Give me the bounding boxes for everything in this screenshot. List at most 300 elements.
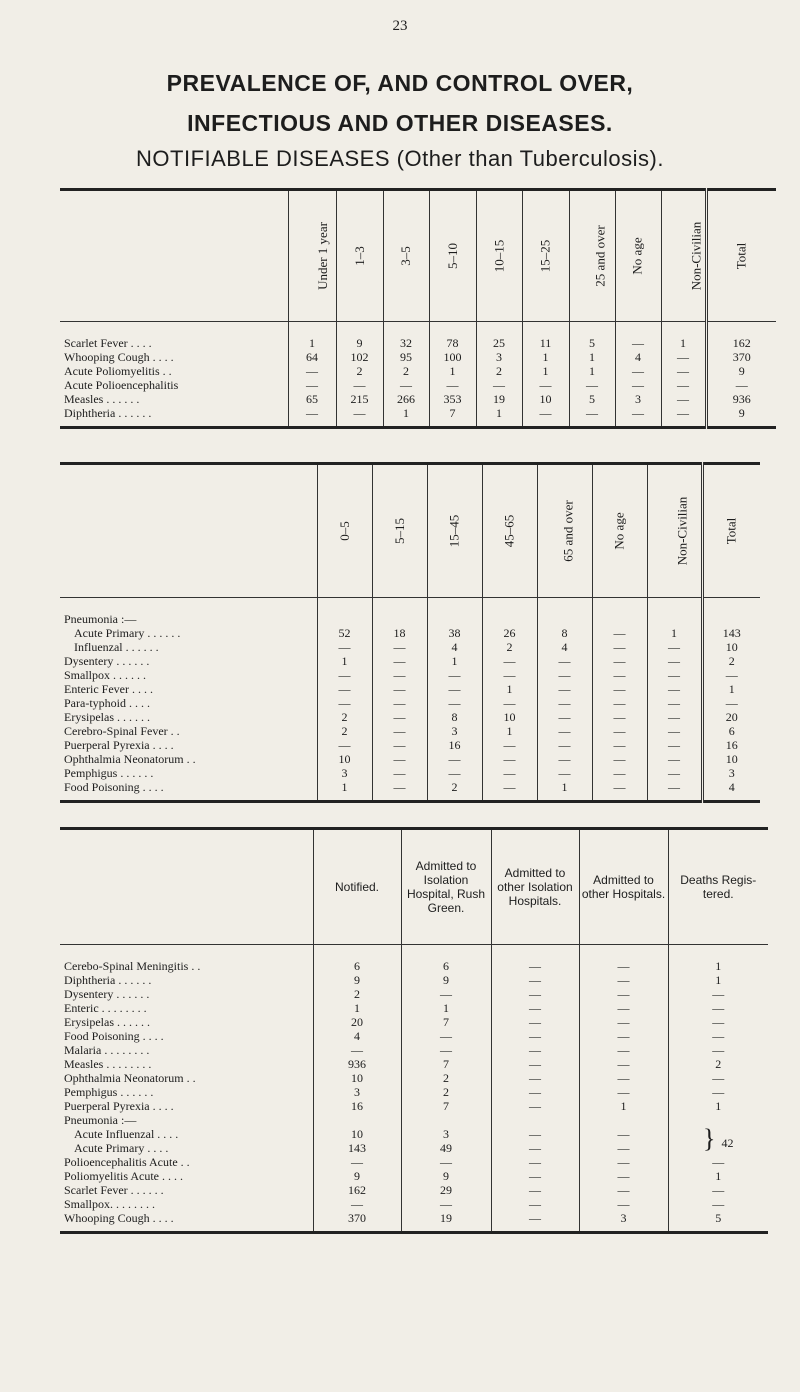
spacer-cell bbox=[313, 945, 401, 960]
table-cell: 6 bbox=[702, 724, 760, 738]
spacer-cell bbox=[60, 598, 317, 613]
table-row bbox=[60, 336, 776, 350]
table-cell: — bbox=[579, 1141, 668, 1155]
table-cell: 1 bbox=[482, 682, 537, 696]
spacer-cell bbox=[476, 420, 522, 428]
table-cell: 10 bbox=[313, 1071, 401, 1085]
table-cell: — bbox=[647, 668, 702, 682]
spacer-cell bbox=[288, 322, 336, 337]
table-cell: — bbox=[372, 766, 427, 780]
row-label: Influenzal . . . . . . bbox=[74, 640, 159, 654]
column-header-label: Total bbox=[733, 242, 749, 270]
row-label: Puerperal Pyrexia . . . . bbox=[64, 1099, 174, 1113]
row-label: Measles . . . . . . . . bbox=[64, 1057, 152, 1071]
table-cell: 1 bbox=[569, 364, 615, 378]
table-cell bbox=[592, 612, 647, 626]
column-header-label: 10–15 bbox=[491, 239, 506, 273]
spacer-cell bbox=[60, 420, 288, 428]
table-cell: 102 bbox=[336, 350, 383, 364]
column-header-label: Total bbox=[723, 517, 739, 545]
spacer-cell bbox=[579, 1225, 668, 1233]
table-cell: 11 bbox=[522, 336, 569, 350]
row-label: Food Poisoning . . . . bbox=[64, 780, 164, 794]
table-cell: — bbox=[336, 406, 383, 420]
table-cell: 5 bbox=[668, 1211, 768, 1225]
column-header bbox=[647, 464, 702, 598]
column-header bbox=[537, 464, 592, 598]
spacer-cell bbox=[427, 598, 482, 613]
table-cell: 2 bbox=[668, 1057, 768, 1071]
table-cell: 1 bbox=[401, 1001, 491, 1015]
spacer-cell bbox=[615, 322, 661, 337]
table-row bbox=[60, 364, 776, 378]
table-cell: — bbox=[313, 1043, 401, 1057]
table-cell: 10 bbox=[522, 392, 569, 406]
column-header bbox=[522, 190, 569, 322]
spacer-cell bbox=[668, 945, 768, 960]
column-header bbox=[476, 190, 522, 322]
table-cell: 5 bbox=[569, 392, 615, 406]
table-cell: — bbox=[668, 1001, 768, 1015]
spacer-cell bbox=[702, 794, 760, 802]
row-label: Enteric . . . . . . . . bbox=[64, 1001, 147, 1015]
column-header-label: 5–10 bbox=[444, 243, 460, 269]
row-label: Para-typhoid . . . . bbox=[64, 696, 150, 710]
table-cell: — bbox=[579, 959, 668, 973]
row-label: Pemphigus . . . . . . bbox=[64, 766, 154, 780]
spacer-cell bbox=[336, 322, 383, 337]
spacer-cell bbox=[60, 945, 313, 960]
table-cell: 1 bbox=[537, 780, 592, 794]
table-row bbox=[60, 1155, 768, 1169]
table-cell: 3 bbox=[401, 1127, 491, 1141]
spacer-cell bbox=[288, 420, 336, 428]
column-header-label: Notified. bbox=[334, 880, 380, 894]
table-cell: 32 bbox=[383, 336, 429, 350]
spacer-cell bbox=[60, 794, 317, 802]
table-cell: — bbox=[668, 1085, 768, 1099]
table-cell: — bbox=[491, 1001, 579, 1015]
table-cell: — bbox=[427, 752, 482, 766]
table-cell: — bbox=[579, 1001, 668, 1015]
table-cell: — bbox=[702, 668, 760, 682]
table-cell: 1 bbox=[668, 959, 768, 973]
table-cell: 1 bbox=[522, 350, 569, 364]
table-cell: 2 bbox=[482, 640, 537, 654]
column-header bbox=[317, 464, 372, 598]
column-header-label: 5–15 bbox=[391, 518, 407, 544]
table-cell: 18 bbox=[372, 626, 427, 640]
spacer-cell bbox=[60, 1225, 313, 1233]
table-cell: 95 bbox=[383, 350, 429, 364]
table-cell: — bbox=[372, 640, 427, 654]
table-cell: — bbox=[482, 752, 537, 766]
table-cell: 1 bbox=[579, 1099, 668, 1113]
table-row bbox=[60, 1197, 768, 1211]
row-label: Measles . . . . . . bbox=[64, 392, 140, 406]
spacer-cell bbox=[579, 945, 668, 960]
table-cell: — bbox=[661, 392, 706, 406]
table-row bbox=[60, 392, 776, 406]
table-cell: — bbox=[668, 1155, 768, 1169]
table-cell: — bbox=[661, 350, 706, 364]
table-row bbox=[60, 378, 776, 392]
row-label: Enteric Fever . . . . bbox=[64, 682, 153, 696]
table-cell: — bbox=[427, 766, 482, 780]
column-header bbox=[372, 464, 427, 598]
table-cell: 64 bbox=[288, 350, 336, 364]
table-cell: — bbox=[491, 1029, 579, 1043]
table-cell: 3 bbox=[313, 1085, 401, 1099]
table-row bbox=[60, 1071, 768, 1085]
table-cell: 16 bbox=[427, 738, 482, 752]
table-cell: 9 bbox=[401, 973, 491, 987]
table-cell: 1 bbox=[647, 626, 702, 640]
table-cell: 6 bbox=[401, 959, 491, 973]
table-cell: — bbox=[592, 738, 647, 752]
table-cell bbox=[537, 612, 592, 626]
table-cell: 5 bbox=[569, 336, 615, 350]
column-header bbox=[615, 190, 661, 322]
table-cell: — bbox=[288, 378, 336, 392]
row-label: Acute Polioencephalitis bbox=[64, 378, 179, 392]
table-cell: 936 bbox=[706, 392, 776, 406]
table-cell: — bbox=[537, 654, 592, 668]
table-cell: — bbox=[647, 640, 702, 654]
table-cell: — bbox=[579, 1127, 668, 1141]
row-label: Scarlet Fever . . . . bbox=[64, 336, 152, 350]
table-cell: 1 bbox=[383, 406, 429, 420]
spacer-cell bbox=[592, 598, 647, 613]
table-cell: — bbox=[317, 640, 372, 654]
row-label: Diphtheria . . . . . . bbox=[64, 406, 152, 420]
table-cell: 9 bbox=[706, 406, 776, 420]
table-cell: — bbox=[491, 1169, 579, 1183]
table-cell: 16 bbox=[702, 738, 760, 752]
table-cell: 2 bbox=[336, 364, 383, 378]
table-cell: — bbox=[615, 406, 661, 420]
column-header-label: Admitted to other Isolation Hospitals. bbox=[497, 866, 573, 908]
table-cell bbox=[317, 612, 372, 626]
pneumonia-deaths-cell bbox=[668, 1127, 768, 1155]
table-cell: — bbox=[288, 364, 336, 378]
table-cell: — bbox=[579, 1155, 668, 1169]
table-row bbox=[60, 1141, 768, 1155]
spacer-cell bbox=[615, 420, 661, 428]
column-header-label: Admitted to other Hospitals. bbox=[581, 873, 666, 901]
column-header-label: Non-Civilian bbox=[673, 496, 689, 566]
row-label: Puerperal Pyrexia . . . . bbox=[64, 738, 174, 752]
table-cell: — bbox=[482, 738, 537, 752]
table-cell: — bbox=[427, 668, 482, 682]
table-cell bbox=[372, 612, 427, 626]
row-label: Acute Influenzal . . . . bbox=[74, 1127, 179, 1141]
spacer-cell bbox=[401, 945, 491, 960]
column-header bbox=[429, 190, 476, 322]
table-cell: 7 bbox=[401, 1057, 491, 1071]
row-label: Poliomyelitis Acute . . . . bbox=[64, 1169, 183, 1183]
table-cell: — bbox=[522, 378, 569, 392]
table-row bbox=[60, 668, 760, 682]
table-cell: — bbox=[592, 752, 647, 766]
table-cell: — bbox=[647, 724, 702, 738]
spacer-cell bbox=[537, 794, 592, 802]
row-label: Smallpox . . . . . . bbox=[64, 668, 147, 682]
table-row bbox=[60, 1127, 768, 1141]
spacer-cell bbox=[592, 794, 647, 802]
table-cell: — bbox=[592, 766, 647, 780]
table-cell: — bbox=[579, 1043, 668, 1057]
table-row bbox=[60, 1169, 768, 1183]
column-header bbox=[706, 190, 776, 322]
table-cell: — bbox=[522, 406, 569, 420]
table-cell: — bbox=[427, 682, 482, 696]
table-cell: 9 bbox=[336, 336, 383, 350]
table-cell: — bbox=[579, 1169, 668, 1183]
row-label: Ophthalmia Neonatorum . . bbox=[64, 1071, 196, 1085]
table-cell: 7 bbox=[401, 1099, 491, 1113]
table-row bbox=[60, 766, 760, 780]
table-cell: 2 bbox=[383, 364, 429, 378]
table-cell: — bbox=[579, 1029, 668, 1043]
table-cell: — bbox=[668, 1183, 768, 1197]
table-cell: — bbox=[372, 780, 427, 794]
table-cell: — bbox=[491, 973, 579, 987]
table-cell: 3 bbox=[317, 766, 372, 780]
table-cell: — bbox=[491, 1099, 579, 1113]
spacer-cell bbox=[482, 598, 537, 613]
table-row bbox=[60, 1029, 768, 1043]
table-cell: — bbox=[537, 696, 592, 710]
table-row bbox=[60, 626, 760, 640]
table-cell: — bbox=[372, 668, 427, 682]
column-header bbox=[668, 829, 768, 945]
column-header-label: 1–3 bbox=[351, 246, 367, 266]
table-cell: — bbox=[592, 682, 647, 696]
spacer-cell bbox=[706, 420, 776, 428]
table-row bbox=[60, 640, 760, 654]
page-subtitle: NOTIFIABLE DISEASES (Other than Tuberculosis). bbox=[136, 146, 664, 171]
table-cell: 1 bbox=[429, 364, 476, 378]
table-cell: — bbox=[491, 1071, 579, 1085]
table-cell: — bbox=[491, 1197, 579, 1211]
table-cell: 370 bbox=[706, 350, 776, 364]
table-cell: 2 bbox=[401, 1071, 491, 1085]
table-cell: 2 bbox=[427, 780, 482, 794]
spacer-cell bbox=[372, 794, 427, 802]
table-cell: — bbox=[491, 1057, 579, 1071]
table-cell: 1 bbox=[661, 336, 706, 350]
table-cell: — bbox=[592, 654, 647, 668]
spacer-cell bbox=[702, 598, 760, 613]
notifications-by-age-table-1 bbox=[60, 188, 776, 429]
table-cell: 1 bbox=[702, 682, 760, 696]
table-cell: — bbox=[317, 738, 372, 752]
row-label: Pneumonia :— bbox=[64, 612, 137, 626]
spacer-cell bbox=[647, 598, 702, 613]
table-cell: 162 bbox=[706, 336, 776, 350]
column-header bbox=[288, 190, 336, 322]
table-cell bbox=[702, 612, 760, 626]
table-cell: — bbox=[372, 724, 427, 738]
table-cell: 100 bbox=[429, 350, 476, 364]
table-cell: — bbox=[579, 973, 668, 987]
table-cell: — bbox=[647, 682, 702, 696]
table-cell: — bbox=[579, 1183, 668, 1197]
page-title-line1: PREVALENCE OF, AND CONTROL OVER, bbox=[166, 70, 634, 96]
table-row bbox=[60, 1085, 768, 1099]
table-cell: — bbox=[668, 1029, 768, 1043]
table-cell: — bbox=[668, 1071, 768, 1085]
notifications-by-age-table-2 bbox=[60, 462, 760, 803]
table-row bbox=[60, 1183, 768, 1197]
table-cell: 1 bbox=[569, 350, 615, 364]
table-cell: — bbox=[615, 364, 661, 378]
table-cell: — bbox=[317, 682, 372, 696]
table-cell: — bbox=[647, 752, 702, 766]
spacer-cell bbox=[429, 420, 476, 428]
spacer-cell bbox=[317, 794, 372, 802]
column-header bbox=[661, 190, 706, 322]
spacer-cell bbox=[491, 1225, 579, 1233]
table-cell: — bbox=[491, 959, 579, 973]
table-row bbox=[60, 959, 768, 973]
table-cell: 19 bbox=[476, 392, 522, 406]
spacer-cell bbox=[427, 794, 482, 802]
column-header-label: 45–65 bbox=[501, 514, 517, 548]
spacer-cell bbox=[313, 1225, 401, 1233]
table-cell: — bbox=[537, 738, 592, 752]
spacer-cell bbox=[383, 322, 429, 337]
table-cell: 3 bbox=[579, 1211, 668, 1225]
table-cell: — bbox=[579, 1197, 668, 1211]
table-cell: — bbox=[482, 654, 537, 668]
table-row bbox=[60, 738, 760, 752]
table-cell bbox=[482, 612, 537, 626]
table-cell: 8 bbox=[537, 626, 592, 640]
spacer-cell bbox=[668, 1225, 768, 1233]
table-cell: — bbox=[592, 640, 647, 654]
table-cell: — bbox=[372, 710, 427, 724]
table-cell: 2 bbox=[317, 710, 372, 724]
table-cell: — bbox=[579, 987, 668, 1001]
table-row bbox=[60, 682, 760, 696]
table-cell: — bbox=[569, 378, 615, 392]
table-cell: 370 bbox=[313, 1211, 401, 1225]
table-cell bbox=[647, 612, 702, 626]
column-header bbox=[427, 464, 482, 598]
table-cell: — bbox=[372, 738, 427, 752]
spacer-cell bbox=[491, 945, 579, 960]
table-cell: 4 bbox=[702, 780, 760, 794]
table-cell: — bbox=[401, 1043, 491, 1057]
row-label: Cerebo-Spinal Meningitis . . bbox=[64, 959, 201, 973]
table-cell: — bbox=[661, 378, 706, 392]
table-cell: 20 bbox=[702, 710, 760, 724]
table-cell: — bbox=[491, 1211, 579, 1225]
table-cell: — bbox=[491, 1043, 579, 1057]
table-cell: — bbox=[579, 1015, 668, 1029]
table-cell: 78 bbox=[429, 336, 476, 350]
page-number: 23 bbox=[392, 18, 408, 34]
table-cell: — bbox=[702, 696, 760, 710]
table-row bbox=[60, 1113, 768, 1127]
table-cell: 1 bbox=[317, 654, 372, 668]
table-cell: 2 bbox=[401, 1085, 491, 1099]
table-row bbox=[60, 1099, 768, 1113]
table-row bbox=[60, 752, 760, 766]
column-header-label: 0–5 bbox=[336, 521, 352, 541]
row-label: Dysentery . . . . . . bbox=[64, 987, 150, 1001]
row-label: Acute Primary . . . . . . bbox=[74, 626, 181, 640]
table-cell: — bbox=[537, 682, 592, 696]
table-cell: 1 bbox=[482, 724, 537, 738]
table-cell: — bbox=[668, 987, 768, 1001]
table-cell: 1 bbox=[288, 336, 336, 350]
table-cell: — bbox=[427, 696, 482, 710]
table-cell: 4 bbox=[313, 1029, 401, 1043]
table-cell: 1 bbox=[668, 973, 768, 987]
pneumonia-deaths-value: 42 bbox=[721, 1136, 734, 1150]
row-label: Cerebro-Spinal Fever . . bbox=[64, 724, 180, 738]
table-cell: — bbox=[592, 626, 647, 640]
table-row bbox=[60, 696, 760, 710]
table-cell: — bbox=[579, 1085, 668, 1099]
spacer-cell bbox=[661, 420, 706, 428]
table-cell: 1 bbox=[317, 780, 372, 794]
row-label: Diphtheria . . . . . . bbox=[64, 973, 152, 987]
table-cell: — bbox=[615, 378, 661, 392]
table-cell: — bbox=[313, 1197, 401, 1211]
table-cell: 20 bbox=[313, 1015, 401, 1029]
table-cell: 9 bbox=[706, 364, 776, 378]
row-label: Scarlet Fever . . . . . . bbox=[64, 1183, 164, 1197]
table-cell: 10 bbox=[317, 752, 372, 766]
table-cell bbox=[668, 1113, 768, 1127]
row-label: Erysipelas . . . . . . bbox=[64, 1015, 150, 1029]
table-cell: — bbox=[592, 780, 647, 794]
table-cell: 3 bbox=[615, 392, 661, 406]
table-cell bbox=[313, 1113, 401, 1127]
table-cell bbox=[427, 612, 482, 626]
table-cell: — bbox=[706, 378, 776, 392]
table-cell: — bbox=[537, 752, 592, 766]
brace-icon: } bbox=[703, 1127, 716, 1153]
table-cell: — bbox=[579, 1057, 668, 1071]
table-cell: — bbox=[491, 1141, 579, 1155]
table-cell: — bbox=[491, 987, 579, 1001]
table-cell: — bbox=[569, 406, 615, 420]
table-cell: — bbox=[537, 710, 592, 724]
column-header-label: 3–5 bbox=[398, 246, 413, 266]
table-cell bbox=[579, 1113, 668, 1127]
table-cell: — bbox=[491, 1155, 579, 1169]
spacer-cell bbox=[429, 322, 476, 337]
table-cell: 936 bbox=[313, 1057, 401, 1071]
table-cell: — bbox=[592, 724, 647, 738]
table-cell: — bbox=[372, 654, 427, 668]
column-header bbox=[579, 829, 668, 945]
spacer-cell bbox=[522, 420, 569, 428]
column-header-label: 25 and over bbox=[592, 225, 608, 287]
table-cell: — bbox=[491, 1127, 579, 1141]
table-cell: — bbox=[668, 1043, 768, 1057]
table-cell: — bbox=[647, 710, 702, 724]
table-cell: — bbox=[372, 696, 427, 710]
table-cell: 65 bbox=[288, 392, 336, 406]
table-cell: 162 bbox=[313, 1183, 401, 1197]
row-label: Pemphigus . . . . . . bbox=[64, 1085, 154, 1099]
